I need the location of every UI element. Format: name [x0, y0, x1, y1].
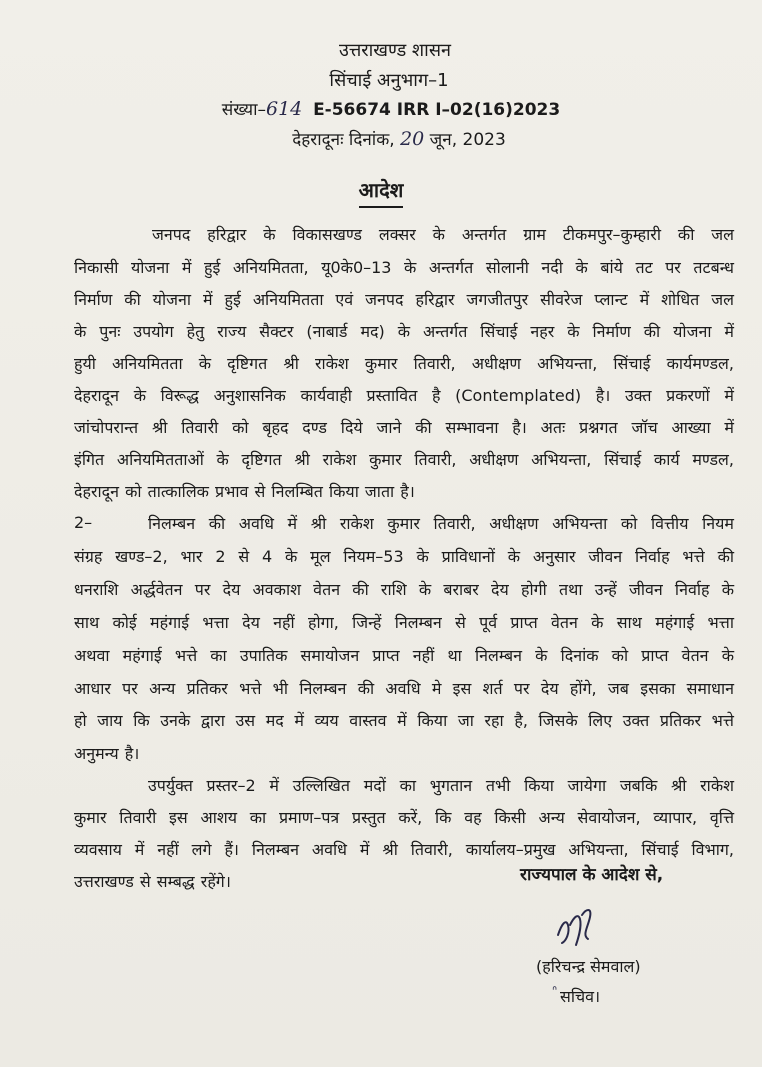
paragraph1-line: देहरादून के विरूद्ध अनुशासनिक कार्यवाही प्रस्तावित है (Contemplated) है। उक्त प्रकरणों में: [74, 386, 734, 405]
signatory-designation: सचिव।: [560, 987, 601, 1006]
paragraph2-line: हो जाय कि उनके द्वारा उस मद में व्यय वास्तव में किया जा रहा है, जिसके लिए उक्त प्रतिकर भत्ते: [74, 711, 734, 730]
paragraph2-line: निलम्बन की अवधि में श्री राकेश कुमार तिवारी, अधीक्षण अभियन्ता को वित्तीय नियम: [148, 514, 734, 533]
paragraph2-number: 2–: [74, 513, 93, 532]
reference-code: E-56674 IRR I–02(16)2023: [313, 100, 561, 120]
paragraph2-line: अनुमन्य है।: [74, 744, 140, 763]
paragraph2-line: संग्रह खण्ड–2, भार 2 से 4 के मूल नियम–53 के प्राविधानों के अनुसार जीवन निर्वाह भत्ते की: [74, 547, 734, 566]
paragraph3-line: उपर्युक्त प्रस्तर–2 में उल्लिखित मदों का भुगतान तभी किया जायेगा जबकि श्री राकेश: [148, 776, 734, 795]
reference-prefix: संख्या–: [221, 100, 266, 120]
paragraph2-line: साथ कोई महंगाई भत्ता देय नहीं होगा, जिन्हें निलम्बन से पूर्व प्राप्त वेतन के साथ महंगाई भत्ता: [74, 613, 734, 632]
order-title: [0, 176, 762, 208]
paragraph3-line: व्यवसाय में नहीं लगे हैं। निलम्बन अवधि में श्री तिवारी, कार्यालय–प्रमुख अभियन्ता, सिंचाई विभाग,: [74, 840, 734, 859]
handwritten-signature: [552, 905, 612, 951]
paragraph1-line: निकासी योजना में हुई अनियमितता, यू0के0–13 के अन्तर्गत सोलानी नदी के बांये तट पर तटबन्ध: [74, 258, 734, 277]
tick-mark: ᐢ: [552, 984, 558, 999]
signatory-name: (हरिचन्द्र सेमवाल): [536, 957, 641, 976]
paragraph1-line: जांचोपरान्त श्री तिवारी को बृहद दण्ड दिये जाने की सम्भावना है। अतः प्रश्नगत जॉच आख्या में: [74, 418, 734, 437]
paragraph1-line: के पुनः उपयोग हेतु राज्य सैक्टर (नाबार्ड मद) के अन्तर्गत सिंचाई नहर के निर्माण की योजना में: [74, 322, 734, 341]
paragraph1-line: निर्माण की योजना में हुई अनियमितता एवं जनपद हरिद्वार जगजीतपुर सीवरेज प्लान्ट में शोधित जल: [74, 290, 734, 309]
paragraph3-line: कुमार तिवारी इस आशय का प्रमाण–पत्र प्रस्तुत करें, कि वह किसी अन्य सेवायोजन, व्यापार, वृत्ति: [74, 808, 734, 827]
reference-handwritten-number: 614: [265, 98, 303, 120]
paragraph2-line: धनराशि अर्द्धवेतन पर देय अवकाश वेतन की राशि के बराबर देय होगी तथा उन्हें जीवन निर्वाह के: [74, 580, 734, 599]
paragraph2-line: आधार पर अन्य प्रतिकर भत्ते भी निलम्बन की अवधि मे इस शर्त पर देय होंगे, जब इसका समाधान: [74, 679, 734, 698]
date-prefix: देहरादूनः दिनांक,: [292, 130, 395, 150]
department-heading: सिंचाई अनुभाग–1: [329, 70, 449, 91]
paragraph3-line: उत्तराखण्ड से सम्बद्ध रहेंगे।: [74, 872, 231, 891]
paragraph1-line: इंगित अनियमितताओं के दृष्टिगत श्री राकेश कुमार तिवारी, अधीक्षण अभियन्ता, सिंचाई कार्य मण्डल,: [74, 450, 734, 469]
date-handwritten-day: 20: [400, 128, 425, 150]
order-title-text: आदेश: [359, 176, 404, 208]
government-heading: उत्तराखण्ड शासन: [338, 40, 451, 61]
paragraph1-line: हुयी अनियमितता के दृष्टिगत श्री राकेश कुमार तिवारी, अधीक्षण अभियन्ता, सिंचाई कार्यमण्डल,: [74, 354, 734, 373]
paragraph2-line: अथवा महंगाई भत्ते का उपातिक समायोजन प्राप्त नहीं था निलम्बन के दिनांक को प्राप्त वेतन के: [74, 646, 734, 665]
reference-number: [10, 100, 762, 119]
date-suffix: जून, 2023: [429, 130, 506, 150]
paragraph1-line: जनपद हरिद्वार के विकासखण्ड लक्सर के अन्तर्गत ग्राम टीकमपुर–कुम्हारी की जल: [152, 225, 734, 244]
order-date: [18, 130, 762, 149]
paragraph1-line: देहरादून को तात्कालिक प्रभाव से निलम्बित किया जाता है।: [74, 482, 415, 501]
closing-line: राज्यपाल के आदेश से,: [520, 865, 664, 885]
